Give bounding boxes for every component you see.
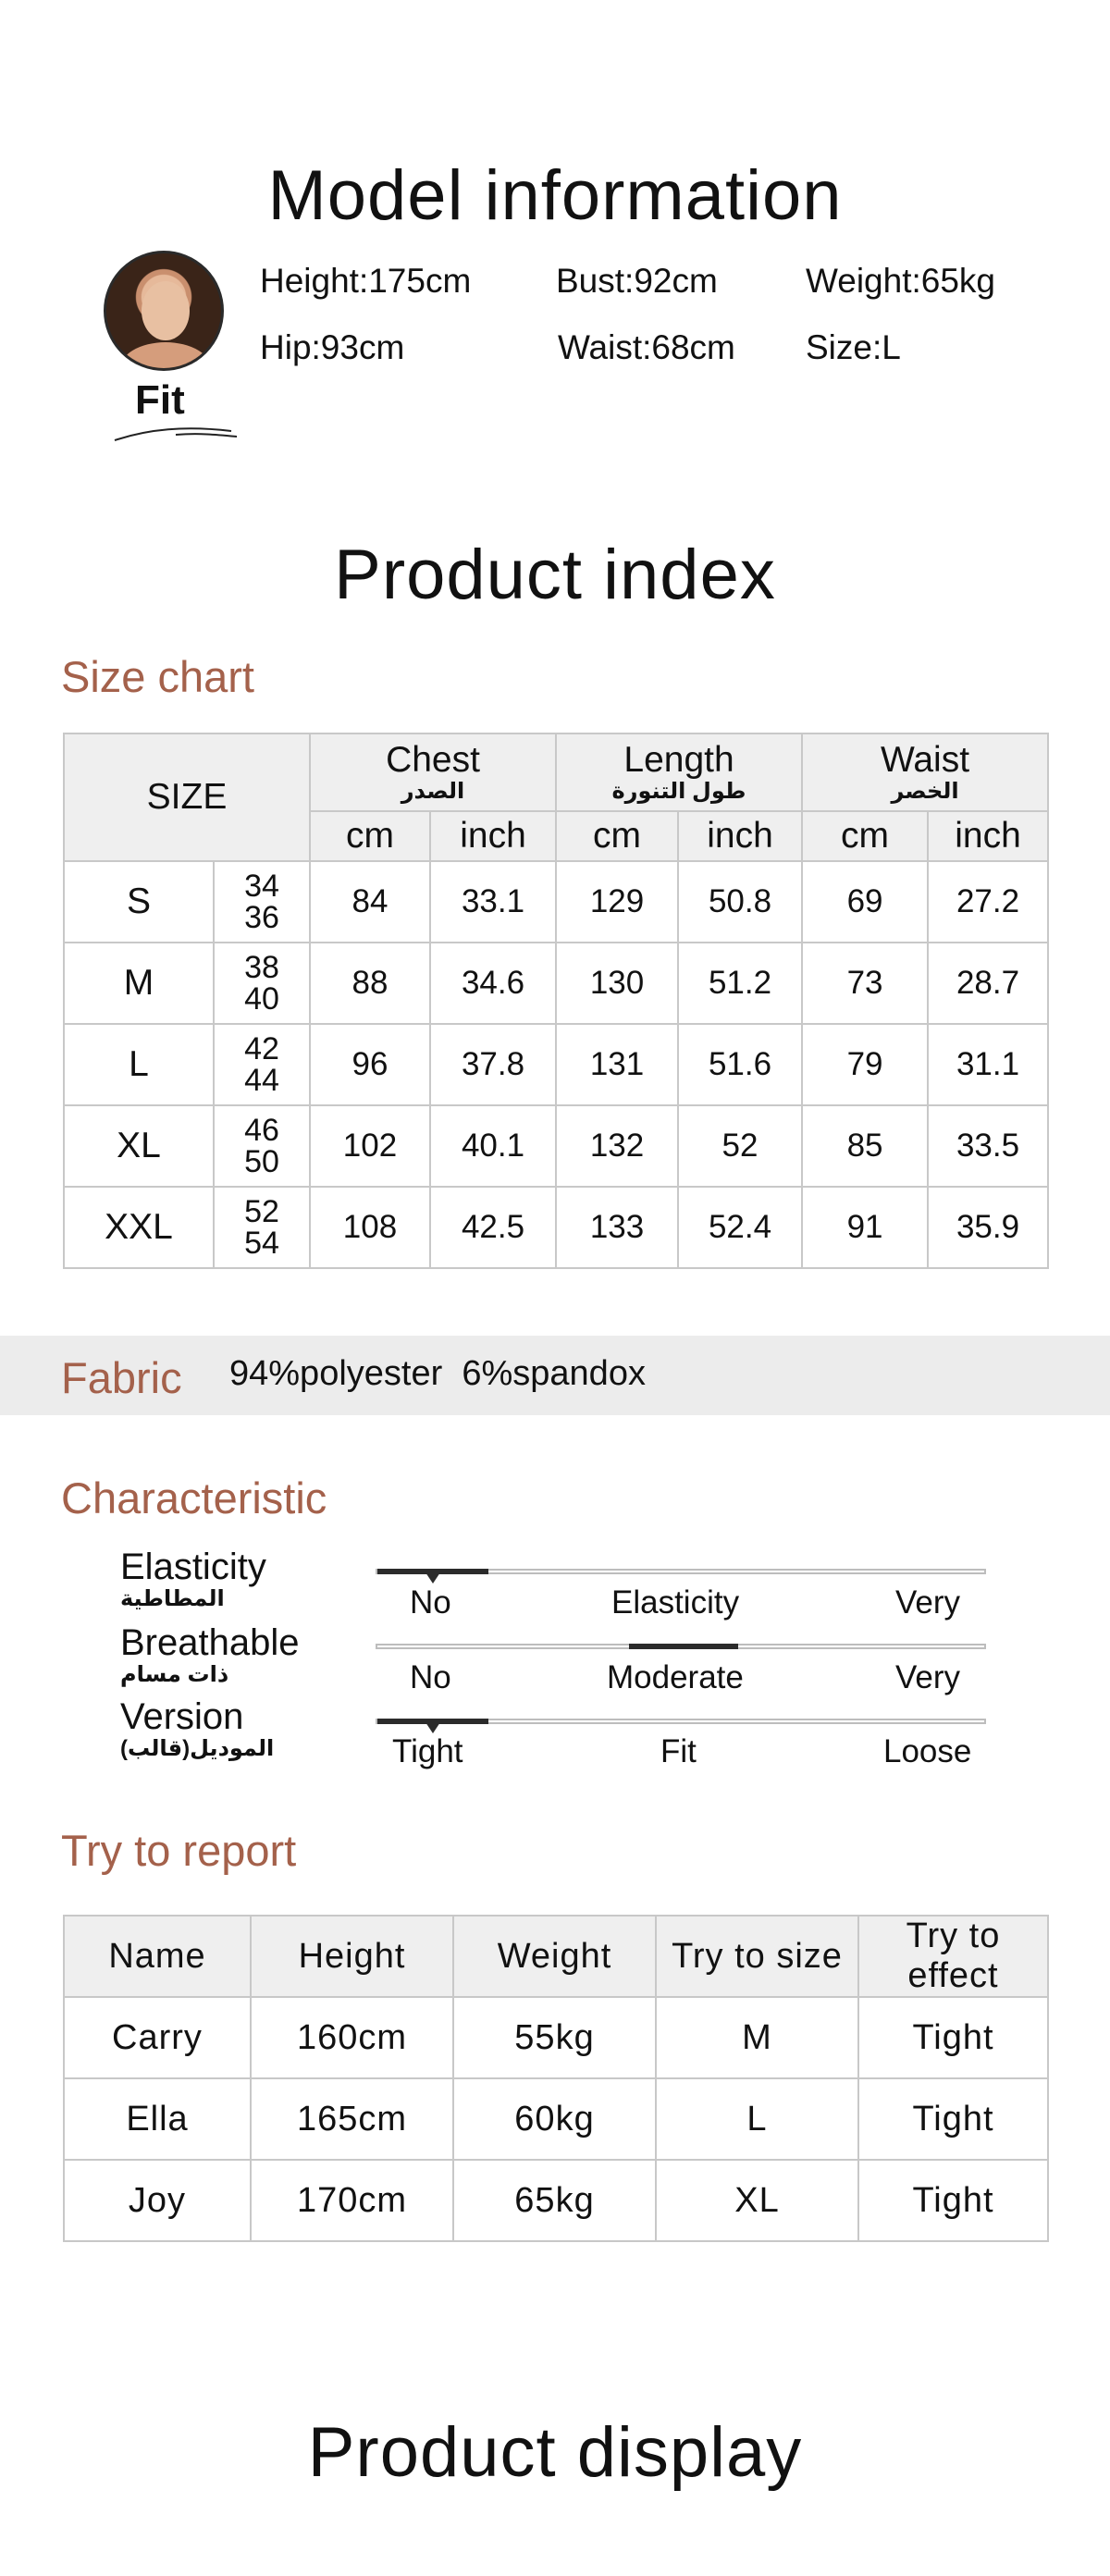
waist-inch-cell: 28.7 [928,943,1048,1024]
waist-inch-cell: 31.1 [928,1024,1048,1105]
model-bust: Bust:92cm [556,262,718,300]
chest-cm-cell: 84 [310,861,430,943]
weight-header: Weight [453,1916,656,1997]
fit-swoosh-icon [111,418,240,446]
size-chart-table [63,733,1049,1269]
name-cell: Carry [64,1997,251,2078]
length-cm-cell: 131 [556,1024,678,1105]
chest-inch-cell: 34.6 [430,943,556,1024]
chest-cm-header: cm [310,811,430,861]
try-size-cell: XL [656,2160,858,2241]
try-report-table [63,1915,1049,2242]
height-header: Height [251,1916,453,1997]
model-avatar [104,251,224,371]
breathable-label: Breathable [120,1622,300,1663]
version-right-label: Loose [883,1733,972,1769]
model-waist: Waist:68cm [558,328,735,366]
length-inch-cell: 50.8 [678,861,802,943]
model-size: Size:L [806,328,901,366]
table-row [64,1997,1048,2078]
length-cm-cell: 130 [556,943,678,1024]
weight-cell: 65kg [453,2160,656,2241]
waist-inch-cell: 33.5 [928,1105,1048,1187]
name-header: Name [64,1916,251,1997]
waist-header-label: Waist [881,739,970,780]
elasticity-marker-icon [426,1572,440,1584]
weight-cell: 55kg [453,1997,656,2078]
elasticity-middle-label: Elasticity [611,1584,740,1621]
size-cell: XL [64,1105,214,1187]
waist-cm-cell: 79 [802,1024,928,1105]
length-cm-cell: 129 [556,861,678,943]
length-inch-cell: 51.6 [678,1024,802,1105]
chest-inch-header: inch [430,811,556,861]
version-label: Version [120,1696,244,1737]
length-cm-header: cm [556,811,678,861]
length-inch-header: inch [678,811,802,861]
chest-cm-cell: 102 [310,1105,430,1187]
waist-inch-cell: 35.9 [928,1187,1048,1268]
name-cell: Joy [64,2160,251,2241]
length-header-label: Length [623,739,734,780]
size-cell: S [64,861,214,943]
table-row [64,2078,1048,2160]
model-height: Height:175cm [260,262,472,300]
breathable-left-label: No [410,1659,451,1695]
height-cell: 160cm [251,1997,453,2078]
elasticity-label: Elasticity [120,1547,266,1587]
try-effect-cell: Tight [858,2160,1048,2241]
size-cell: L [64,1024,214,1105]
version-marker-icon [426,1722,440,1733]
waist-cm-cell: 69 [802,861,928,943]
version-middle-label: Fit [660,1733,697,1769]
chest-inch-cell: 42.5 [430,1187,556,1268]
table-row [64,1187,1048,1268]
elasticity-right-label: Very [895,1584,961,1621]
eu-size-cell: 42 44 [214,1024,310,1105]
model-information-title: Model information [267,156,843,235]
try-effect-header: Try to effect [858,1916,1048,1997]
size-cell: M [64,943,214,1024]
length-inch-cell: 52.4 [678,1187,802,1268]
eu-size-cell: 46 50 [214,1105,310,1187]
chest-header-label: Chest [386,739,480,780]
length-cm-cell: 133 [556,1187,678,1268]
waist-cm-cell: 73 [802,943,928,1024]
chest-cm-cell: 96 [310,1024,430,1105]
length-header [556,733,802,811]
name-cell: Ella [64,2078,251,2160]
table-row [64,2160,1048,2241]
chest-cm-cell: 108 [310,1187,430,1268]
eu-size-cell: 34 36 [214,861,310,943]
eu-size-cell: 52 54 [214,1187,310,1268]
table-row [64,861,1048,943]
height-cell: 170cm [251,2160,453,2241]
product-display-title: Product display [307,2413,803,2492]
waist-inch-header: inch [928,811,1048,861]
chest-header [310,733,556,811]
try-size-header: Try to size [656,1916,858,1997]
size-header: SIZE [64,733,310,861]
try-size-cell: M [656,1997,858,2078]
product-index-title: Product index [334,536,776,614]
fit-label: Fit [135,377,185,423]
try-effect-cell: Tight [858,2078,1048,2160]
length-inch-cell: 51.2 [678,943,802,1024]
waist-header [802,733,1048,811]
chest-header-arabic: الصدر [401,778,465,804]
elasticity-arabic-label: المطاطية [120,1586,225,1611]
elasticity-left-label: No [410,1584,451,1621]
breathable-arabic-label: ذات مسام [120,1662,229,1687]
chest-inch-cell: 37.8 [430,1024,556,1105]
waist-cm-header: cm [802,811,928,861]
breathable-scale-fill [629,1644,738,1649]
table-row [64,1024,1048,1105]
version-scale [376,1719,986,1724]
length-cm-cell: 132 [556,1105,678,1187]
model-hip: Hip:93cm [260,328,405,366]
characteristic-title: Characteristic [61,1473,327,1522]
breathable-right-label: Very [895,1659,961,1695]
try-report-title: Try to report [61,1826,297,1875]
size-cell: XXL [64,1187,214,1268]
breathable-scale [376,1644,986,1649]
waist-header-arabic: الخصر [891,778,959,804]
weight-cell: 60kg [453,2078,656,2160]
chest-cm-cell: 88 [310,943,430,1024]
height-cell: 165cm [251,2078,453,2160]
fabric-value: 94%polyester 6%spandox [229,1354,646,1393]
waist-cm-cell: 91 [802,1187,928,1268]
version-left-label: Tight [392,1733,463,1769]
waist-cm-cell: 85 [802,1105,928,1187]
chest-inch-cell: 33.1 [430,861,556,943]
chest-inch-cell: 40.1 [430,1105,556,1187]
try-effect-cell: Tight [858,1997,1048,2078]
version-arabic-label: الموديل(قالب) [120,1736,275,1761]
table-row [64,1105,1048,1187]
model-weight: Weight:65kg [806,262,995,300]
size-chart-title: Size chart [61,652,254,701]
length-header-arabic: طول التنورة [611,778,746,804]
fabric-label: Fabric [61,1353,182,1402]
eu-size-cell: 38 40 [214,943,310,1024]
try-size-cell: L [656,2078,858,2160]
elasticity-scale [376,1569,986,1574]
breathable-middle-label: Moderate [607,1659,744,1695]
waist-inch-cell: 27.2 [928,861,1048,943]
table-row [64,943,1048,1024]
length-inch-cell: 52 [678,1105,802,1187]
